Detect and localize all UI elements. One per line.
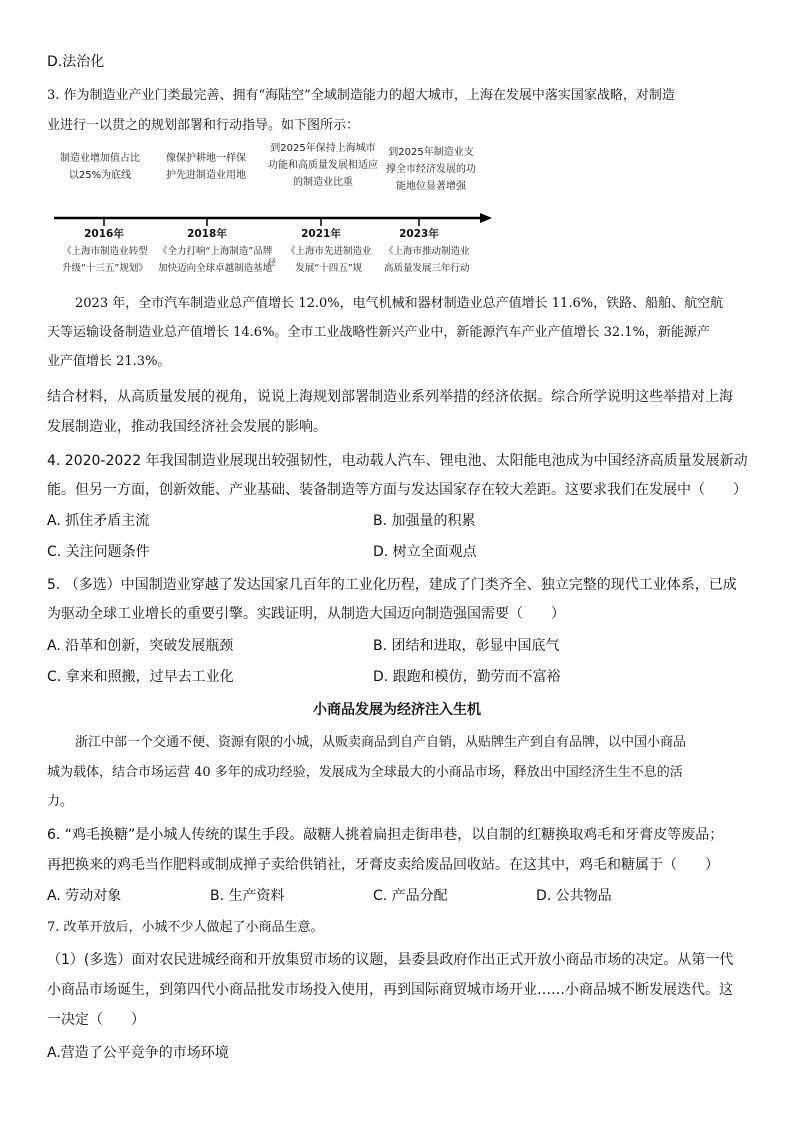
question-7-text: 7. 改革开放后，小城不少人做起了小商品生意。 xyxy=(47,920,324,935)
q7-1-option-a[interactable]: A.营造了公平竞争的市场环境 xyxy=(47,1045,229,1061)
timeline-doc-2021: 《上海市先进制造业 发展“十四五”规 xyxy=(286,246,372,274)
option-d-rule-of-law: D.法治化 xyxy=(47,54,105,70)
q5-option-d[interactable]: D. 跟跑和模仿，勤劳而不富裕 xyxy=(373,669,561,685)
material-paragraph-end: 力。 xyxy=(47,794,74,809)
timeline-year-2023: 2023年 xyxy=(399,228,439,240)
timeline-year-2018: 2018年 xyxy=(187,228,227,240)
data-paragraph-cont: 天等运输设备制造业总产值增长 14.6%。全市工业战略性新兴产业中，新能源汽车产业产值增长 32.1%，新能源产 xyxy=(47,325,710,340)
q6-option-b[interactable]: B. 生产资料 xyxy=(210,888,285,904)
q6-option-a[interactable]: A. 劳动对象 xyxy=(47,888,122,904)
timeline-event-2023-goal: 到2025年制造业支 撑全市经济发展的功 能地位显著增强 xyxy=(386,147,476,192)
q4-option-a[interactable]: A. 抓住矛盾主流 xyxy=(47,513,150,529)
q4-option-c[interactable]: C. 关注问题条件 xyxy=(47,544,150,560)
question-6-text: 6. “鸡毛换糖”是小城人传统的谋生手段。敲糖人挑着扁担走街串巷，以自制的红糖换取鸡毛和牙膏皮等废品； xyxy=(47,827,724,843)
question-5-text: 5. （多选）中国制造业穿越了发达国家几百年的工业化历程，建成了门类齐全、独立完整的现代工业体系，已成 xyxy=(47,577,737,593)
q4-option-d[interactable]: D. 树立全面观点 xyxy=(373,544,477,560)
question-3-task-cont: 发展制造业，推动我国经济社会发展的影响。 xyxy=(47,419,327,435)
q6-option-d[interactable]: D. 公共物品 xyxy=(536,888,612,904)
question-4-text-cont: 能。但另一方面，创新效能、产业基础、装备制造等方面与发达国家存在较大差距。这要求我们在发展中（ ） xyxy=(47,482,747,498)
q5-option-c[interactable]: C. 拿来和照搬，过早去工业化 xyxy=(47,669,234,685)
timeline-doc-2016: 《上海市制造业转型 升级“十三五”规划》 xyxy=(62,246,148,274)
question-7-1-text-cont: 小商品市场诞生，到第四代小商品批发市场投入使用，再到国际商贸城市场开业……小商品城不断发展迭代。这 xyxy=(47,982,733,998)
timeline-event-2016-goal: 制造业增加值占比 以25%为底线 xyxy=(60,153,140,181)
data-paragraph: 2023 年，全市汽车制造业总产值增长 12.0%，电气机械和器材制造业总产值增长 11.6%，铁路、船舶、航空航 xyxy=(75,296,724,311)
question-4-text: 4. 2020-2022 年我国制造业展现出较强韧性，电动载人汽车、锂电池、太阳能电池成为中国经济高质量发展新动 xyxy=(47,453,748,469)
question-3-text: 3. 作为制造业产业门类最完善、拥有“海陆空”全域制造能力的超大城市，上海在发展中落实国家战略，对制造 xyxy=(47,88,675,103)
material-paragraph: 浙江中部一个交通不便、资源有限的小城，从贩卖商品到自产自销，从贴牌生产到自有品牌，以中国小商品 xyxy=(75,735,687,750)
q4-option-b[interactable]: B. 加强量的积累 xyxy=(373,513,476,529)
question-7-1-text: （1）(多选）面对农民进城经商和开放集贸市场的议题，县委县政府作出正式开放小商品市场的决定。从第一代 xyxy=(47,952,734,968)
question-3-text-cont: 业进行一以贯之的规划部署和行动指导。如下图所示： xyxy=(47,118,360,133)
q5-option-b[interactable]: B. 团结和进取，彰显中国底气 xyxy=(373,638,560,654)
question-6-text-cont: 再把换来的鸡毛当作肥料或制成掸子卖给供销社，牙膏皮卖给废品回收站。在这其中，鸡毛和糖属于（ ） xyxy=(47,857,719,873)
q6-option-c[interactable]: C. 产品分配 xyxy=(373,888,448,904)
material-paragraph-cont: 城为载体，结合市场运营 40 多年的成功经验，发展成为全球最大的小商品市场，释放出中国经济生生不息的活 xyxy=(47,765,683,780)
question-3-task: 结合材料，从高质量发展的视角，说说上海规划部署制造业系列举措的经济依据。综合所学说明这些举措对上海 xyxy=(47,389,733,405)
question-5-text-cont: 为驱动全球工业增长的重要引擎。实践证明，从制造大国迈向制造强国需要（ ） xyxy=(47,606,565,622)
question-7-1-text-end: 一决定（ ） xyxy=(47,1012,145,1028)
timeline-doc-2023: 《上海市推动制造业 高质量发展三年行动 xyxy=(384,246,470,274)
q5-option-a[interactable]: A. 沿革和创新，突破发展瓶颈 xyxy=(47,638,234,654)
data-paragraph-end: 业产值增长 21.3%。 xyxy=(47,354,171,369)
timeline-year-2016: 2016年 xyxy=(84,228,124,240)
shanghai-manufacturing-timeline xyxy=(40,142,500,292)
timeline-year-2021: 2021年 xyxy=(301,228,341,240)
timeline-doc-2018: 《全力打响“上海制造”品牌 加快迈向全球卓越制造基地 xyxy=(158,246,273,274)
timeline-event-2021-goal: 到2025年保持上海城市 功能和高质量发展相适应 的制造业比重 xyxy=(268,143,378,188)
section-title: 小商品发展为经济注入生机 xyxy=(313,702,481,718)
timeline-event-2018-goal: 像保护耕地一样保 护先进制造业用地 xyxy=(166,153,246,181)
timeline-stray-mark: 径 xyxy=(268,258,276,267)
